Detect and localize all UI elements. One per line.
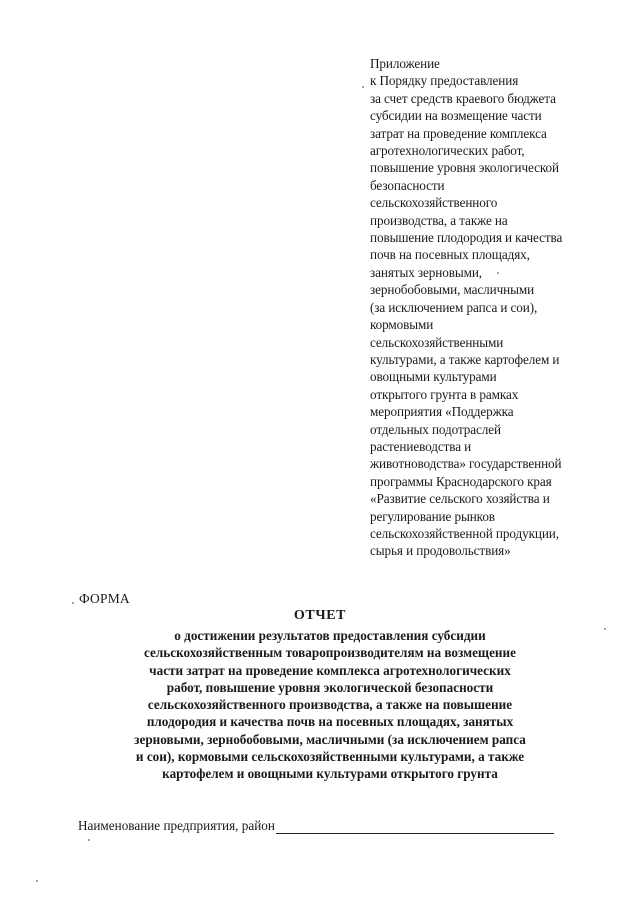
- scan-speck: [88, 839, 90, 841]
- report-subtitle: [80, 627, 580, 783]
- report-subtitle-line: сельскохозяйственного производства, а также на повышение: [147, 697, 513, 713]
- report-subtitle-line: зерновыми, зернобобовыми, масличными (за исключением рапса: [134, 731, 526, 747]
- enterprise-field-label: Наименование предприятия, район: [78, 818, 275, 833]
- report-subtitle-line: и сои), кормовыми сельскохозяйственными культурами, а также: [135, 749, 525, 765]
- appendix-line: повышение плодородия и качества: [370, 230, 563, 246]
- scan-speck: [497, 272, 499, 274]
- appendix-line: сельскохозяйственной продукции,: [370, 525, 559, 541]
- report-subtitle-line: о достижении результатов предоставления субсидии: [174, 628, 486, 643]
- appendix-line: растениеводства и: [370, 438, 472, 454]
- enterprise-field-blank: [276, 820, 554, 834]
- appendix-line: культурами, а также картофелем и: [370, 351, 560, 367]
- appendix-line: безопасности: [370, 177, 445, 193]
- appendix-line: Приложение: [370, 56, 440, 71]
- form-label: ФОРМА: [79, 591, 130, 606]
- appendix-line: животноводства» государственной: [370, 456, 562, 472]
- appendix-line: (за исключением рапса и сои),: [370, 299, 538, 315]
- appendix-line: повышение уровня экологической: [370, 160, 559, 176]
- report-subtitle-line: сельскохозяйственным товаропроизводителям на возмещение: [144, 645, 516, 661]
- enterprise-field: [78, 818, 554, 834]
- scan-speck: [604, 628, 606, 630]
- appendix-line: за счет средств краевого бюджета: [370, 90, 556, 106]
- appendix-block: [370, 55, 632, 560]
- appendix-line: субсидии на возмещение части: [370, 108, 542, 124]
- appendix-line: сельскохозяйственного: [370, 195, 498, 211]
- appendix-line: сельскохозяйственными: [370, 334, 504, 350]
- scan-speck: [72, 602, 74, 604]
- appendix-line: затрат на проведение комплекса: [370, 125, 547, 141]
- appendix-line: мероприятия «Поддержка: [370, 404, 514, 420]
- appendix-line: программы Краснодарского края: [370, 473, 552, 489]
- report-subtitle-line: работ, повышение уровня экологической безопасности: [166, 679, 494, 695]
- appendix-line: открытого грунта в рамках: [370, 386, 519, 402]
- report-subtitle-line: части затрат на проведение комплекса агротехнологических: [149, 662, 511, 678]
- scan-speck: [36, 880, 38, 882]
- appendix-line: сырья и продовольствия»: [370, 543, 511, 559]
- scan-speck: [362, 86, 364, 88]
- appendix-line: почв на посевных площадях,: [370, 247, 530, 263]
- appendix-line: овощными культурами: [370, 369, 497, 385]
- appendix-line: агротехнологических работ,: [370, 143, 525, 159]
- report-title: ОТЧЕТ: [293, 608, 347, 623]
- appendix-line: занятых зерновыми,: [370, 264, 482, 280]
- appendix-line: кормовыми: [370, 317, 434, 333]
- appendix-line: производства, а также на: [370, 212, 508, 228]
- appendix-line: регулирование рынков: [370, 508, 495, 524]
- appendix-line: «Развитие сельского хозяйства и: [370, 491, 550, 507]
- report-subtitle-line: картофелем и овощными культурами открытого грунта: [162, 766, 498, 782]
- appendix-line: зернобобовыми, масличными: [370, 282, 535, 298]
- appendix-line: отдельных подотраслей: [370, 421, 501, 437]
- appendix-line: к Порядку предоставления: [370, 73, 519, 89]
- report-subtitle-line: плодородия и качества почв на посевных площадях, занятых: [146, 714, 514, 730]
